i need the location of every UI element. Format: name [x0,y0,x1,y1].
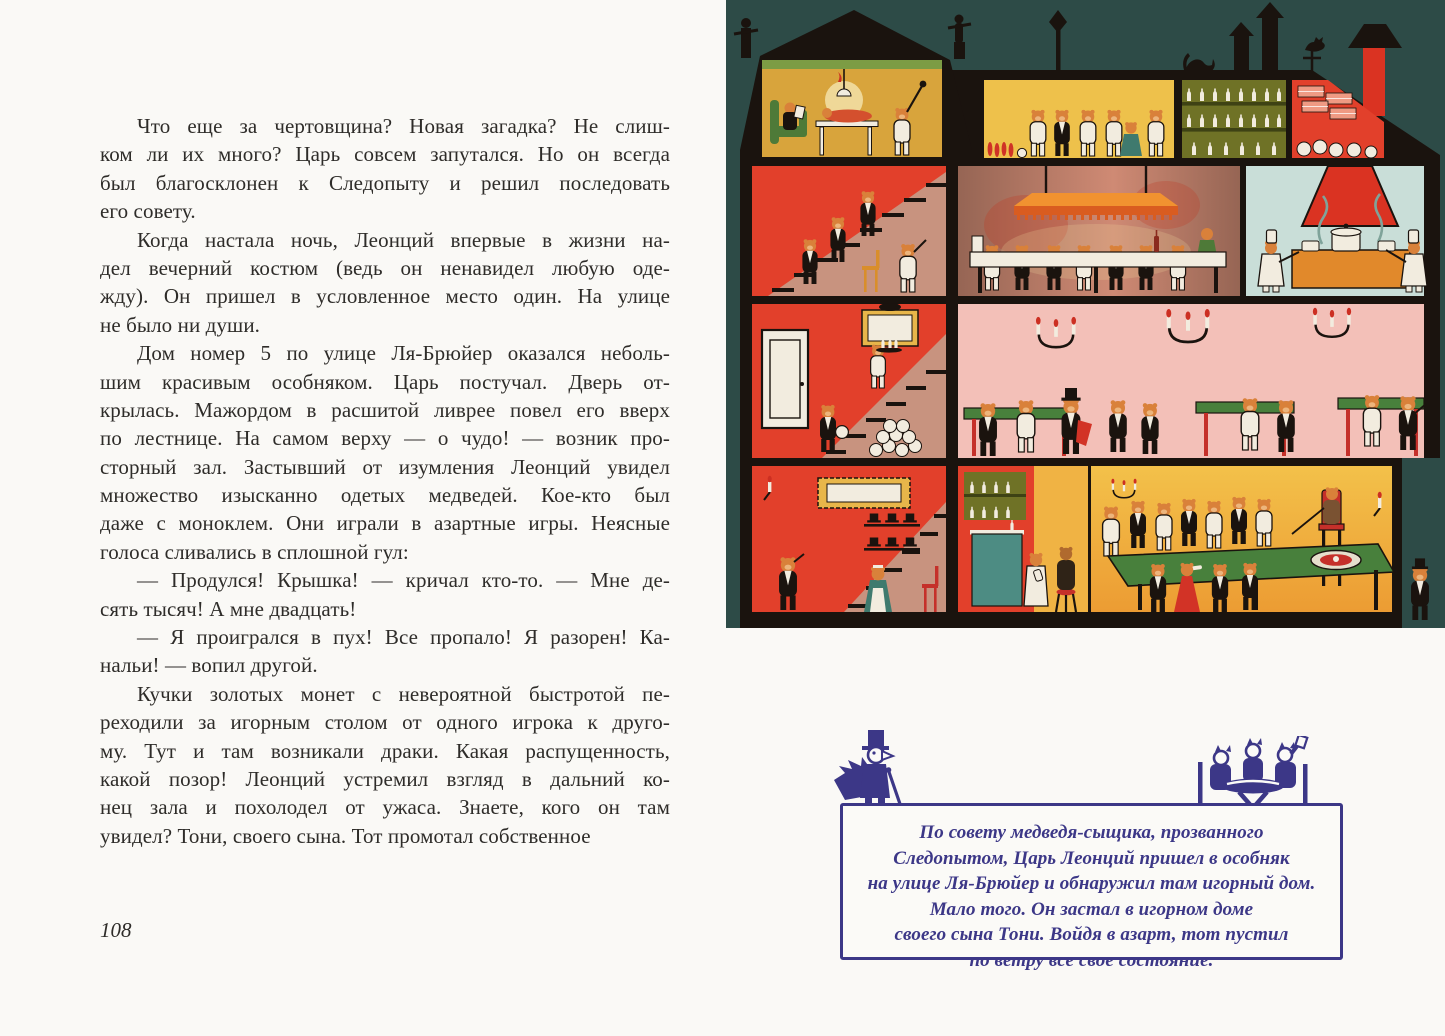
cap-line: по ветру все свое состояние. [969,949,1214,971]
story-line: Кучки золотых монет с невероятной быстротой пе- [137,681,670,706]
story-line: сторный зал. Застывший от изумления Леонций увидел [100,454,670,479]
story-line: крылась. Мажордом в расшитой ливрее повел его вверх [100,397,670,422]
caption-text [853,820,1330,973]
illustration-canvas [726,0,1445,628]
door-icon [762,330,808,428]
room-stairwell-upper [752,166,946,296]
story-line: дел вечерний костюм (ведь он ненавидел любую оде- [100,255,670,280]
pot-icon [1302,241,1319,251]
bar-counter [972,534,1022,606]
story-line: Дом номер 5 по улице Ля-Брюйер оказался неболь- [137,341,670,366]
kitchen-counter [1292,250,1410,288]
story-line: его совету. [100,199,196,224]
room-bottle-shelves [1182,80,1286,158]
story-line: нец зала и похолодел от ужаса. Знаете, кого он там [100,795,670,820]
room-attic-study [762,60,942,157]
story-line: му. Тут и там возникали драки. Какая распущенность, [100,738,670,763]
room-foyer [752,466,946,612]
story-line: шим красивым особняком. Царь постучал. Дверь от- [100,369,670,394]
story-line: — Я проигрался в пух! Все пропало! Я разорен! Ка- [137,625,670,650]
detective-bear-drawing [830,722,940,806]
room-dining-hall [958,166,1240,296]
room-skittles [984,80,1174,158]
reading-bear [785,103,796,114]
room-bar [958,466,1088,612]
story-text-column [100,112,670,850]
book-icon [794,105,805,119]
story-line: какой позор! Леонций устремил взгляд в дальний ко- [100,766,670,791]
story-line: Что еще за чертовщина? Новая загадка? Не слиш- [137,114,670,138]
story-line: по лестнице. На самом верху — о чудо! — возник про- [100,426,670,451]
cap-line: на улице Ля-Брюйер и обнаружил там игорный дом. [867,873,1316,894]
gambling-bears-drawing [1193,736,1313,808]
roulette-wheel-icon [1311,551,1361,570]
cap-line: Следопытом, Царь Леонций пришел в особняк [893,847,1290,869]
story-line: реходили за игорным столом от одного игрока к друго- [100,710,670,735]
story-line: множество изысканно одетых медведей. Кое-кто был [100,483,670,508]
story-line: увидел? Тони, своего сына. Тот промотал собственное [100,823,591,848]
story-paragraphs [100,112,670,850]
story-line: не было ни души. [100,312,261,337]
room-kitchen [1246,166,1427,296]
cap-line: Мало того. Он застал в игорном доме [929,898,1254,920]
story-line: — Продулся! Крышка! — кричал кто-то. — Мне де- [137,568,670,593]
story-line: Когда настала ночь, Леонций впервые в жизни на- [137,227,670,252]
money-sack-icon [836,426,849,439]
gilded-mirror-icon [818,478,910,508]
room-gambling-hall [958,304,1426,458]
room-casino [1091,466,1394,612]
cap-line: По совету медведя-сыщика, прозванного [919,822,1264,843]
red-chimney-pipe [1363,46,1385,116]
story-line: сять тысяч! А мне двадцать! [100,596,357,621]
story-line: нальи! — вопил другой. [100,653,318,678]
illustration-gambling-house [726,0,1445,628]
page-number: 108 [100,918,132,942]
story-line: жду). Он пришел в условленное место один. На улице [100,284,670,309]
cap-line: своего сына Тони. Войдя в азарт, тот пустил [894,924,1289,945]
story-line: голоса сливались в сплошной гул: [100,539,409,564]
caption-box [840,803,1343,971]
story-line: был благосклонен к Следопыту и решил последовать [100,170,670,195]
story-line: даже с моноклем. Они играли в азартные игры. Неясные [100,511,670,536]
story-line: ком ли их много? Царь совсем запутался. Но он всегда [100,142,670,167]
room-stairwell-door [752,303,946,458]
